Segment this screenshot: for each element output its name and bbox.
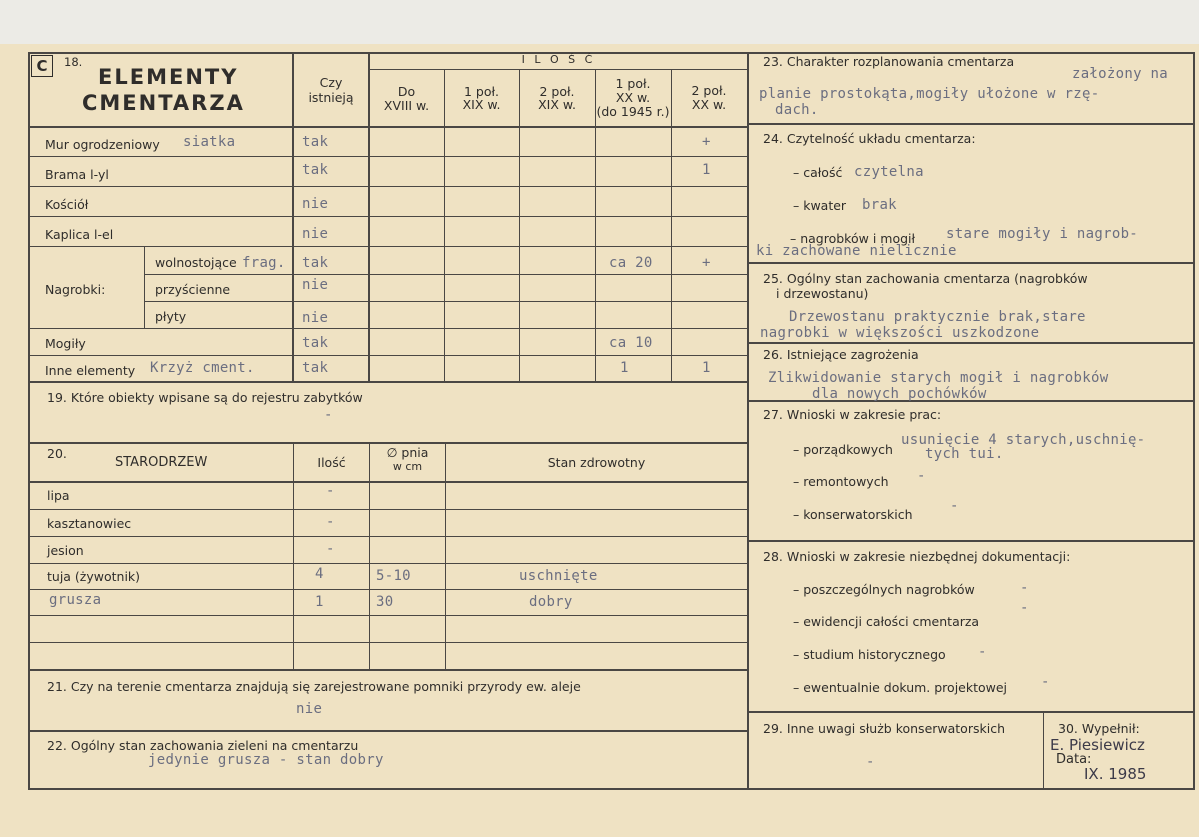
q28-item1-value: - xyxy=(1020,580,1029,596)
q23-value-line3: dach. xyxy=(775,102,819,118)
grid-line xyxy=(368,69,748,70)
grid-line xyxy=(671,70,672,382)
q30-date-label: Data: xyxy=(1056,752,1092,767)
grid-line xyxy=(444,70,445,382)
q26-label: 26. Istniejące zagrożenia xyxy=(763,347,919,362)
q28-label: 28. Wnioski w zakresie niezbędnej dokumentacji: xyxy=(763,549,1071,564)
section-letter-box: C xyxy=(31,55,53,77)
row-label-kosciol: Kościół xyxy=(45,197,89,212)
tree-count-kasztanowiec: - xyxy=(326,514,335,530)
q23-label: 23. Charakter rozplanowania cmentarza xyxy=(763,54,1015,69)
q22-label: 22. Ogólny stan zachowania zieleni na cmentarzu xyxy=(47,738,359,753)
period-header-5a: 2 poł. xyxy=(691,83,727,98)
q19-label: 19. Które obiekty wpisane są do rejestru zabytków xyxy=(47,390,363,405)
row-exists-plyty: nie xyxy=(302,310,329,326)
q27-label: 27. Wnioski w zakresie prac: xyxy=(763,407,942,422)
q30-date: IX. 1985 xyxy=(1084,765,1147,783)
q24-kwater-value: brak xyxy=(862,197,897,213)
row-label-brama: Brama l-yl xyxy=(45,167,109,182)
period-header-1b: XVIII w. xyxy=(383,98,430,113)
row-label-wolnostojace: wolnostojące xyxy=(155,255,237,270)
q20-header-diam1: ∅ pnia xyxy=(386,445,429,460)
grid-line xyxy=(144,274,748,275)
row-label-plyty: płyty xyxy=(155,309,187,324)
q30-name: E. Piesiewicz xyxy=(1050,736,1145,754)
grid-line xyxy=(28,381,748,383)
czy-header-line2: istnieją xyxy=(308,90,354,105)
grid-line xyxy=(748,123,1195,125)
period-header-4b: XX w. xyxy=(615,90,651,105)
q26-value-line1: Zlikwidowanie starych mogił i nagrobków xyxy=(768,370,1109,386)
czy-header-line1: Czy xyxy=(319,75,343,90)
grid-line xyxy=(28,589,748,590)
ilosc-header: I L O Ś Ć xyxy=(521,53,596,66)
tree-count-lipa: - xyxy=(326,483,335,499)
q21-value: nie xyxy=(296,701,323,717)
q29-label: 29. Inne uwagi służb konserwatorskich xyxy=(763,721,1005,736)
row-label-mur: Mur ogrodzeniowy xyxy=(45,137,160,152)
tree-state-tuja: uschnięte xyxy=(519,568,598,584)
q25-label-line1: 25. Ogólny stan zachowania cmentarza (nagrobków xyxy=(763,271,1088,286)
tree-count-grusza: 1 xyxy=(315,594,324,610)
q20-header-diam2: w cm xyxy=(392,460,423,473)
q27-remont-label: – remontowych xyxy=(793,474,889,489)
grid-line xyxy=(369,442,370,669)
q27-konserw-value: - xyxy=(950,498,959,514)
period-header-3a: 2 poł. xyxy=(539,84,575,99)
q24-label: 24. Czytelność układu cmentarza: xyxy=(763,131,976,146)
row-typed-inne: Krzyż cment. xyxy=(150,360,255,376)
q30-label: 30. Wypełnił: xyxy=(1058,721,1140,736)
section-title-line1: ELEMENTY xyxy=(98,65,239,89)
tree-count-jesion: - xyxy=(326,541,335,557)
q24-calosc-label: – całość xyxy=(793,165,843,180)
q20-number: 20. xyxy=(47,446,67,461)
tree-name-tuja: tuja (żywotnik) xyxy=(47,569,141,584)
grid-line xyxy=(28,442,748,444)
grid-line xyxy=(28,669,748,671)
row-exists-kosciol: nie xyxy=(302,196,329,212)
q27-porz-label: – porządkowych xyxy=(793,442,893,457)
tree-diam-grusza: 30 xyxy=(376,594,394,610)
grid-line xyxy=(28,509,748,510)
grid-line xyxy=(28,156,748,157)
period-header-2b: XIX w. xyxy=(462,97,501,112)
grid-line xyxy=(28,355,748,356)
grid-line xyxy=(144,246,145,328)
q28-item3-label: – studium historycznego xyxy=(793,647,946,662)
row-label-nagrobki: Nagrobki: xyxy=(45,282,106,297)
q19-value: - xyxy=(324,407,333,423)
q29-value: - xyxy=(866,754,875,770)
row-exists-kaplica: nie xyxy=(302,226,329,242)
row-exists-mogily: tak xyxy=(302,335,329,351)
q25-value-line2: nagrobki w większości uszkodzone xyxy=(760,325,1040,341)
row-label-mogily: Mogiły xyxy=(45,336,86,351)
grid-line xyxy=(748,262,1195,264)
q28-item4-label: – ewentualnie dokum. projektowej xyxy=(793,680,1008,695)
grid-line xyxy=(28,126,748,128)
tree-count-tuja: 4 xyxy=(315,566,324,582)
q20-header-count: Ilość xyxy=(317,455,346,470)
q24-kwater-label: – kwater xyxy=(793,198,847,213)
q24-calosc-value: czytelna xyxy=(854,164,924,180)
q24-nagrobkow-value2: ki zachowane nielicznie xyxy=(756,243,957,259)
row-exists-wolnostojace: tak xyxy=(302,255,329,271)
row-p4-mogily: ca 10 xyxy=(609,335,653,351)
period-header-5b: XX w. xyxy=(691,97,727,112)
q27-konserw-label: – konserwatorskich xyxy=(793,507,913,522)
q28-item1-label: – poszczególnych nagrobków xyxy=(793,582,975,597)
grid-line xyxy=(28,481,748,483)
grid-line xyxy=(28,642,748,643)
row-exists-mur: tak xyxy=(302,134,329,150)
q27-porz-value2: tych tui. xyxy=(925,446,1004,462)
section-number: 18. xyxy=(64,55,83,69)
row-p4-wolnostojace: ca 20 xyxy=(609,255,653,271)
tree-state-grusza: dobry xyxy=(529,594,573,610)
row-label-inne: Inne elementy xyxy=(45,363,136,378)
row-p4-inne: 1 xyxy=(620,360,629,376)
q24-nagrobkow-value1: stare mogiły i nagrob- xyxy=(946,226,1139,242)
q26-value-line2: dla nowych pochówków xyxy=(812,386,987,402)
scan-top-margin xyxy=(0,0,1199,44)
row-p5-inne: 1 xyxy=(702,360,711,376)
q28-item2-value: - xyxy=(1020,600,1029,616)
tree-name-lipa: lipa xyxy=(47,488,70,503)
q28-item3-value: - xyxy=(978,644,987,660)
section-title-line2: CMENTARZA xyxy=(82,91,245,115)
period-header-2a: 1 poł. xyxy=(463,84,500,99)
row-typed-mur: siatka xyxy=(183,134,236,150)
q21-label: 21. Czy na terenie cmentarza znajdują się zarejestrowane pomniki przyrody ew. aleje xyxy=(47,679,581,694)
grid-line xyxy=(519,70,520,382)
main-divider xyxy=(747,52,749,790)
grid-line xyxy=(293,442,294,669)
grid-line xyxy=(28,186,748,187)
q23-value-line1: założony na xyxy=(1072,66,1169,82)
grid-line xyxy=(28,563,748,564)
tree-diam-tuja: 5-10 xyxy=(376,568,411,584)
period-header-1a: Do xyxy=(397,84,416,99)
row-p5-wolnostojace: + xyxy=(702,255,711,271)
row-label-przyscienne: przyścienne xyxy=(155,282,231,297)
row-p5-brama: 1 xyxy=(702,162,711,178)
row-p5-mur: + xyxy=(702,134,711,150)
q25-value-line1: Drzewostanu praktycznie brak,stare xyxy=(789,309,1086,325)
period-header-3b: XIX w. xyxy=(538,97,576,112)
q22-value: jedynie grusza - stan dobry xyxy=(148,752,384,768)
grid-line xyxy=(28,536,748,537)
grid-line xyxy=(28,730,748,732)
grid-line xyxy=(28,246,748,247)
row-exists-przyscienne: nie xyxy=(302,277,329,293)
grid-line xyxy=(144,301,748,302)
row-exists-brama: tak xyxy=(302,162,329,178)
q25-label-line2: i drzewostanu) xyxy=(776,286,869,301)
q20-header-name: STARODRZEW xyxy=(115,455,208,470)
q24-nagrobkow-label: – nagrobków i mogił xyxy=(790,231,916,246)
row-label-kaplica: Kaplica l-el xyxy=(45,227,114,242)
row-exists-inne: tak xyxy=(302,360,329,376)
row-typed-wolnostojace: frag. xyxy=(242,255,286,271)
q28-item2-label: – ewidencji całości cmentarza xyxy=(793,614,980,629)
q28-item4-value: - xyxy=(1041,674,1050,690)
tree-name-kasztanowiec: kasztanowiec xyxy=(47,516,132,531)
tree-name-grusza: grusza xyxy=(49,592,102,608)
q23-value-line2: planie prostokąta,mogiły ułożone w rzę- xyxy=(759,86,1100,102)
q27-porz-value1: usunięcie 4 starych,uschnię- xyxy=(901,432,1146,448)
q20-header-state: Stan zdrowotny xyxy=(547,455,646,470)
tree-name-jesion: jesion xyxy=(47,543,84,558)
grid-line xyxy=(748,540,1195,542)
period-header-4a: 1 poł. xyxy=(615,76,651,91)
grid-line xyxy=(748,711,1195,713)
grid-line xyxy=(1043,711,1044,790)
grid-line xyxy=(445,442,446,669)
grid-line xyxy=(748,342,1195,344)
grid-line xyxy=(28,216,748,217)
grid-line xyxy=(28,615,748,616)
grid-line xyxy=(28,328,748,329)
period-header-4c: (do 1945 r.) xyxy=(596,104,670,119)
q27-remont-value: - xyxy=(917,468,926,484)
